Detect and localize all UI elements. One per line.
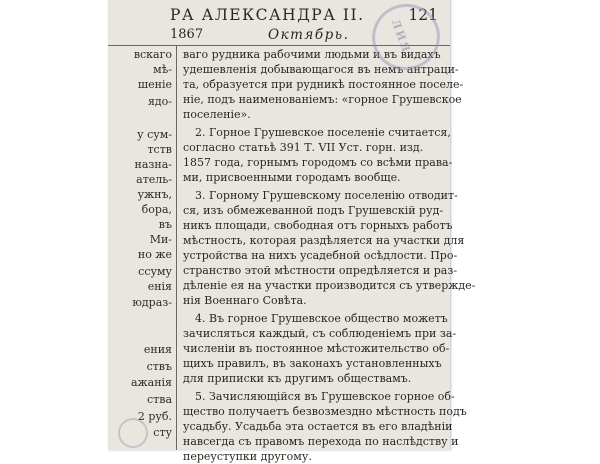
left-text-fragment: ссуму bbox=[138, 265, 172, 278]
left-text-fragment: атель- bbox=[136, 173, 172, 186]
text-line: щество получаетъ безвозмездно мѣстность подъ bbox=[183, 405, 467, 418]
text-line: 1857 года, горнымъ городомъ со всѣми права- bbox=[183, 156, 453, 169]
stamp-fragment bbox=[118, 418, 148, 448]
left-text-fragment: Ми- bbox=[149, 233, 172, 246]
text-line: удешевленія добывающагося въ немъ антраци- bbox=[183, 63, 459, 76]
left-text-fragment: у сум- bbox=[137, 128, 172, 141]
left-text-fragment: ения bbox=[143, 343, 172, 356]
page-number: 121 bbox=[408, 6, 438, 24]
text-line: навсегда съ правомъ перехода по наслѣдству и bbox=[183, 435, 459, 448]
text-line: ніе, подъ наименованіемъ: «горное Грушевское bbox=[183, 93, 462, 106]
header-title: РА АЛЕКСАНДРА II. bbox=[170, 6, 365, 24]
text-line: усадьбу. Усадьба эта остается въ его владѣніи bbox=[183, 420, 453, 433]
text-line: согласно статьѣ 391 Т. VII Уст. горн. изд. bbox=[183, 141, 424, 154]
left-text-fragment: но же bbox=[137, 248, 172, 261]
text-line: 3. Горному Грушевскому поселенію отводит- bbox=[195, 189, 458, 202]
text-line: ся, изъ обмежеванной подъ Грушевскій руд- bbox=[183, 204, 444, 217]
left-text-fragment: въ bbox=[158, 218, 172, 231]
text-line: зачисляться каждый, съ соблюденіемъ при за- bbox=[183, 327, 457, 340]
text-line: переуступки другому. bbox=[183, 450, 312, 463]
left-text-fragment: шеніе bbox=[137, 78, 172, 91]
header-month: Октябрь. bbox=[268, 27, 350, 43]
text-line: щихъ правилъ, въ законахъ установленныхъ bbox=[183, 357, 442, 370]
text-line: та, образуется при рудникѣ постоянное поселе- bbox=[183, 78, 464, 91]
left-text-fragment: ствъ bbox=[146, 360, 172, 373]
text-line: никъ площади, свободная отъ горныхъ работъ bbox=[183, 219, 453, 232]
left-text-fragment: ужнъ, bbox=[137, 188, 172, 201]
text-line: мѣстность, которая раздѣляется на участки для bbox=[183, 234, 465, 247]
left-text-fragment: ядо- bbox=[147, 95, 172, 108]
left-text-fragment: 2 руб. bbox=[137, 410, 172, 423]
left-text-fragment: мѣ- bbox=[153, 63, 172, 76]
text-line: 5. Зачисляющійся въ Грушевское горное об- bbox=[195, 390, 455, 403]
text-line: 2. Горное Грушевское поселеніе считается, bbox=[195, 126, 451, 139]
text-line: для приписки къ другимъ обществамъ. bbox=[183, 372, 412, 385]
left-text-fragment: ажанія bbox=[130, 376, 172, 389]
text-line: поселеніе». bbox=[183, 108, 251, 121]
text-line: ваго рудника рабочими людьми и въ видахъ bbox=[183, 48, 441, 61]
left-text-fragment: тств bbox=[147, 143, 172, 156]
header-year: 1867 bbox=[170, 27, 204, 42]
text-line: нія Военнаго Совѣта. bbox=[183, 294, 307, 307]
document-page bbox=[108, 0, 476, 463]
column-divider bbox=[176, 45, 177, 450]
text-line: устройства на нихъ усадебной осѣдлости. Про- bbox=[183, 249, 458, 262]
left-text-fragment: юдраз- bbox=[132, 296, 172, 309]
text-line: 4. Въ горное Грушевское общество можетъ bbox=[195, 312, 448, 325]
left-text-fragment: назна- bbox=[134, 158, 172, 171]
left-text-fragment: енія bbox=[147, 280, 172, 293]
text-line: дѣленіе ея на участки производится съ утвержде- bbox=[183, 279, 476, 292]
left-text-fragment: вскаго bbox=[133, 48, 172, 61]
text-line: ми, присвоенными городамъ вообще. bbox=[183, 171, 401, 184]
text-line: численіи въ постоянное мѣстожительство об- bbox=[183, 342, 450, 355]
stamp-lettering: ЛИЯ bbox=[388, 17, 414, 56]
text-line: странство этой мѣстности опредѣляется и раз- bbox=[183, 264, 458, 277]
left-text-fragment: сту bbox=[153, 426, 172, 439]
left-column-fragments bbox=[108, 47, 174, 447]
left-text-fragment: бора, bbox=[141, 203, 172, 216]
left-text-fragment: ства bbox=[147, 393, 172, 406]
